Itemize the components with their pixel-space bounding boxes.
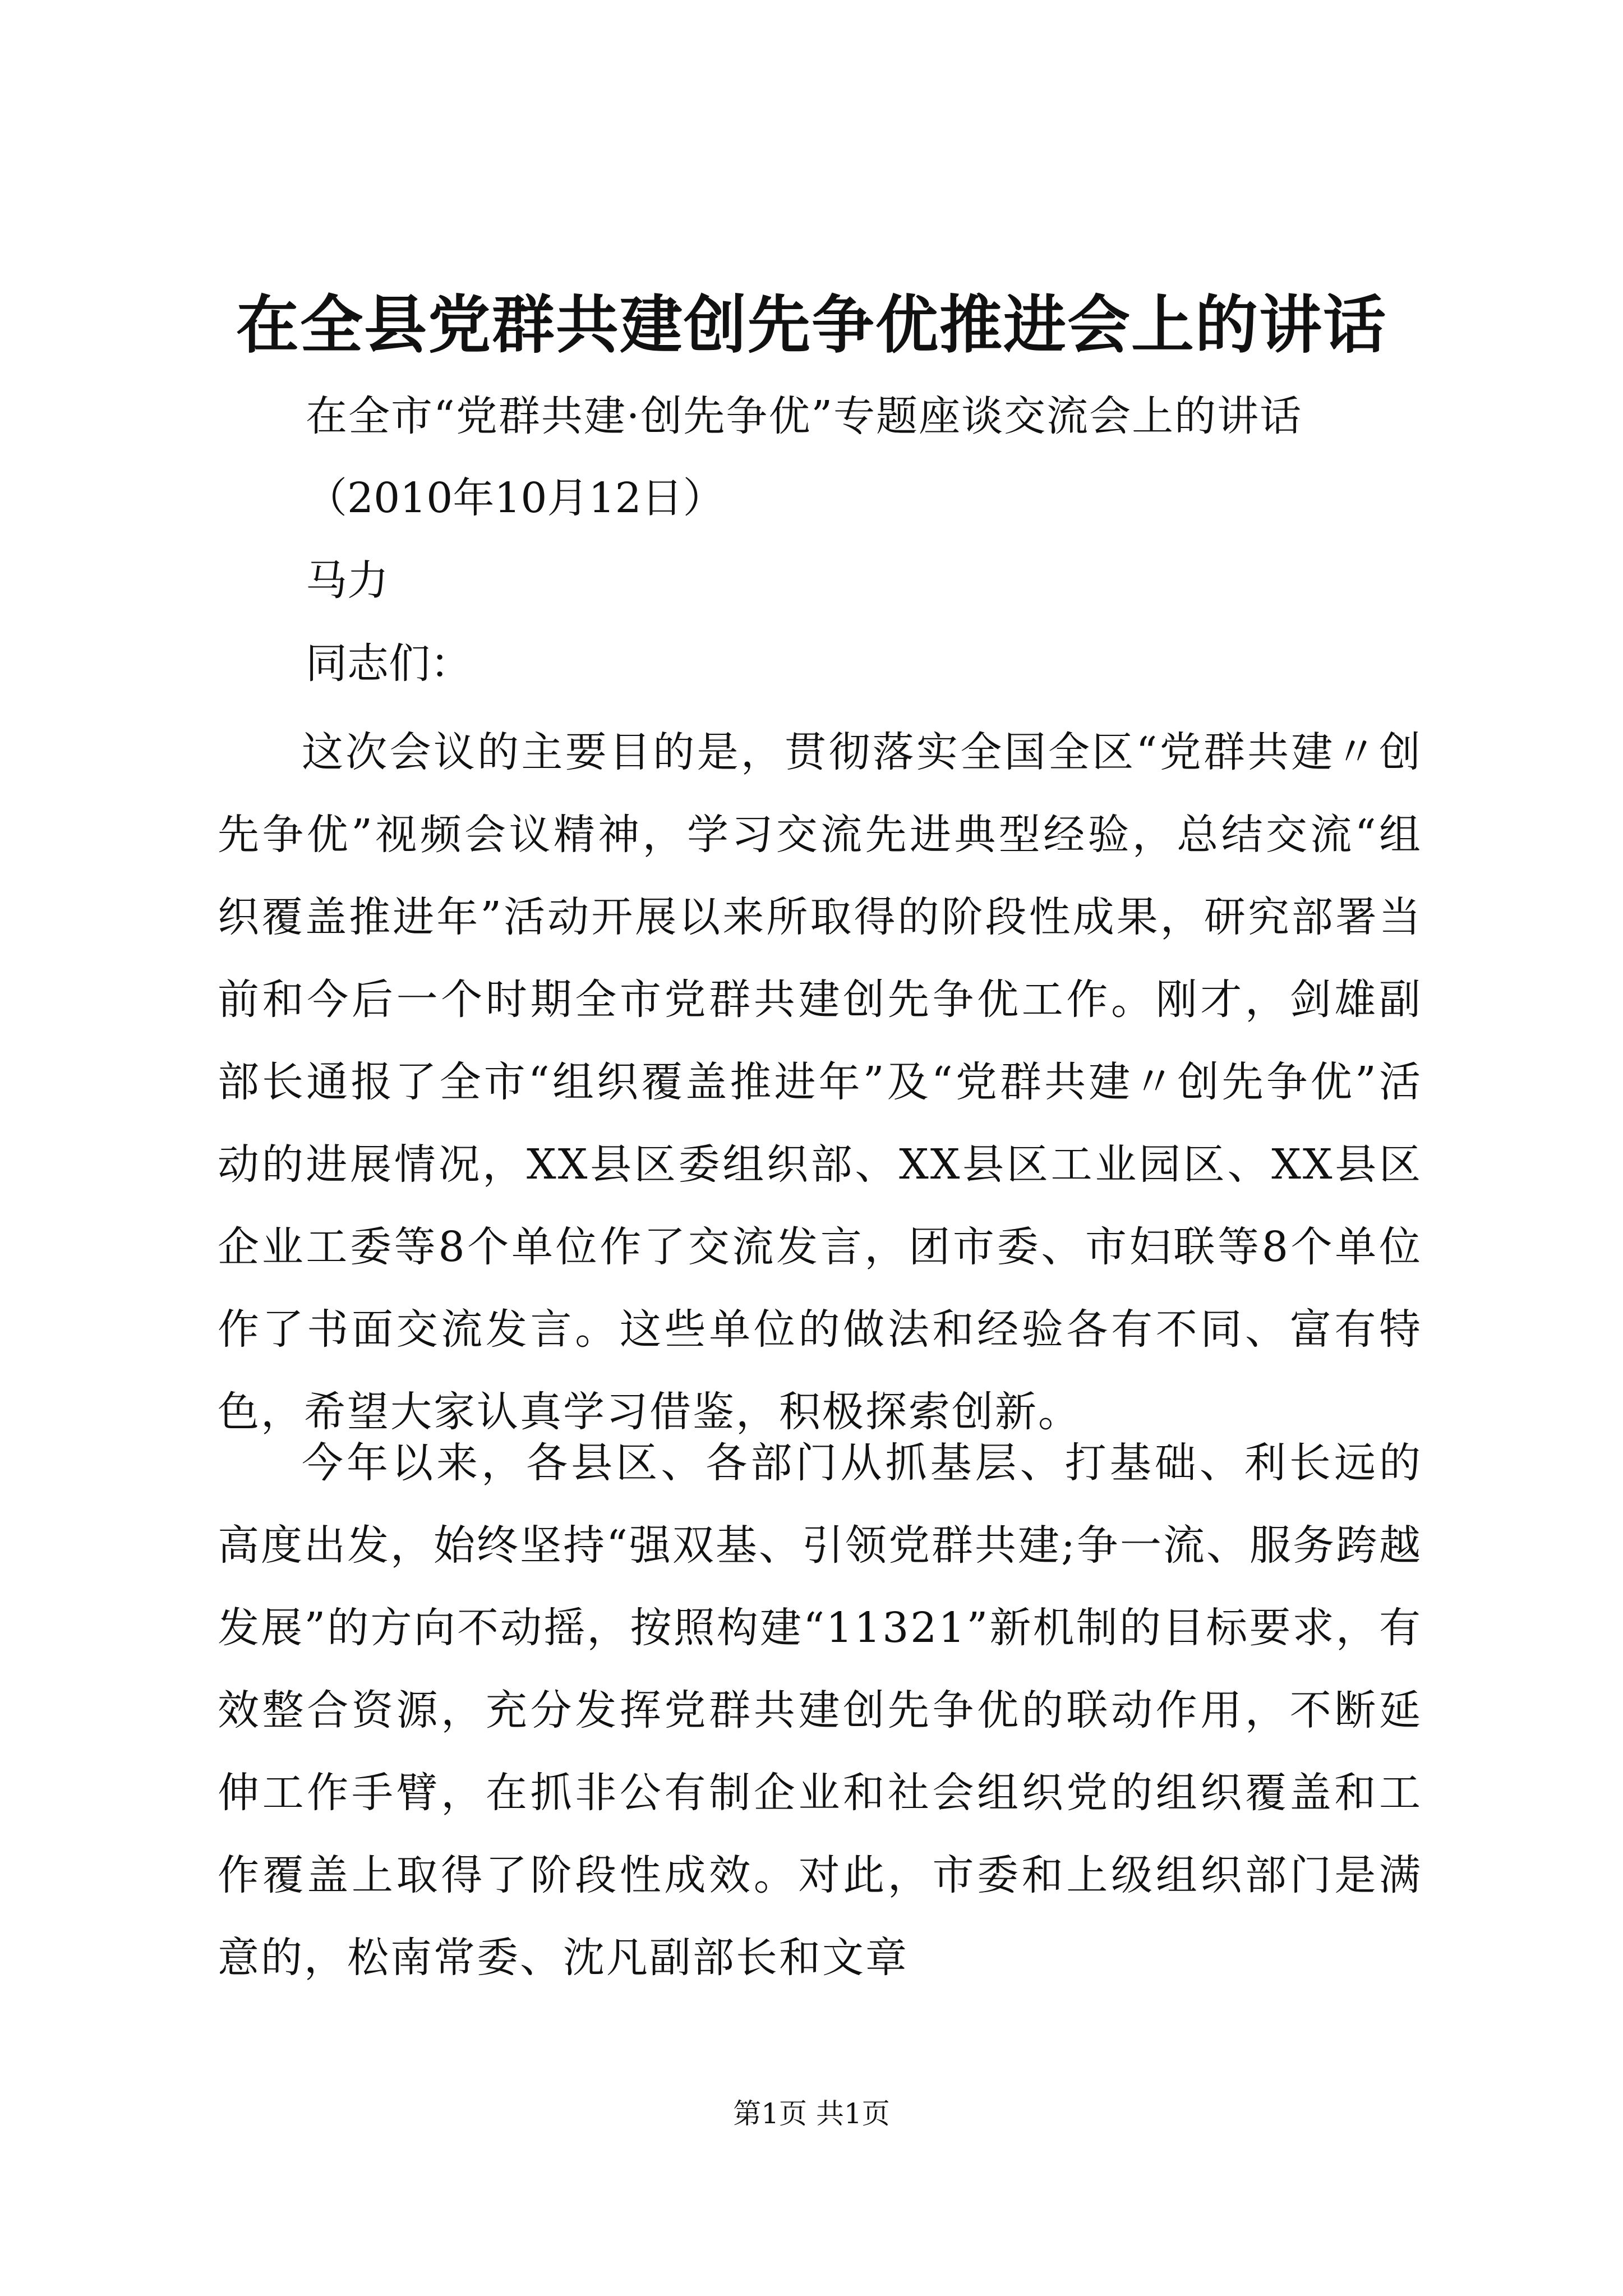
- page-footer: 第1页 共1页: [733, 2097, 890, 2130]
- body-paragraph-2: 今年以来，各县区、各部门从抓基层、打基础、利长远的高度出发，始终坚持“强双基、引领党群共建;争一流、服务跨越发展”的方向不动摇，按照构建“11321”新机制的目标要求，有效整合资源，充分发挥党群共建创先争优的联动作用，不断延伸工作手臂，在抓非公有制企业和社会组织党的组织覆盖和工作覆盖上取得了阶段性成效。对此，市委和上级组织部门是满意的，松南常委、沈凡副部长和文章: [218, 1439, 1422, 1982]
- salutation: 同志们：: [306, 639, 472, 688]
- body-paragraph-1: 这次会议的主要目的是，贯彻落实全国全区“党群共建〃创先争优”视频会议精神，学习交流先进典型经验，总结交流“组织覆盖推进年”活动开展以来所取得的阶段性成果，研究部署当前和今后一个时期全市党群共建创先争优工作。刚才，剑雄副部长通报了全市“组织覆盖推进年”及“党群共建〃创先争优”活动的进展情况，XX县区委组织部、XX县区工业园区、XX县区企业工委等8个单位作了交流发言，团市委、市妇联等8个单位作了书面交流发言。这些单位的做法和经验各有不同、富有特色，希望大家认真学习借鉴，积极探索创新。: [218, 728, 1422, 1436]
- speaker-name: 马力: [306, 556, 389, 605]
- document-title: 在全县党群共建创先争优推进会上的讲话: [236, 288, 1387, 362]
- document-subtitle: 在全市“党群共建·创先争优”专题座谈交流会上的讲话: [306, 392, 1303, 440]
- speech-date: （2010年10月12日）: [306, 474, 725, 522]
